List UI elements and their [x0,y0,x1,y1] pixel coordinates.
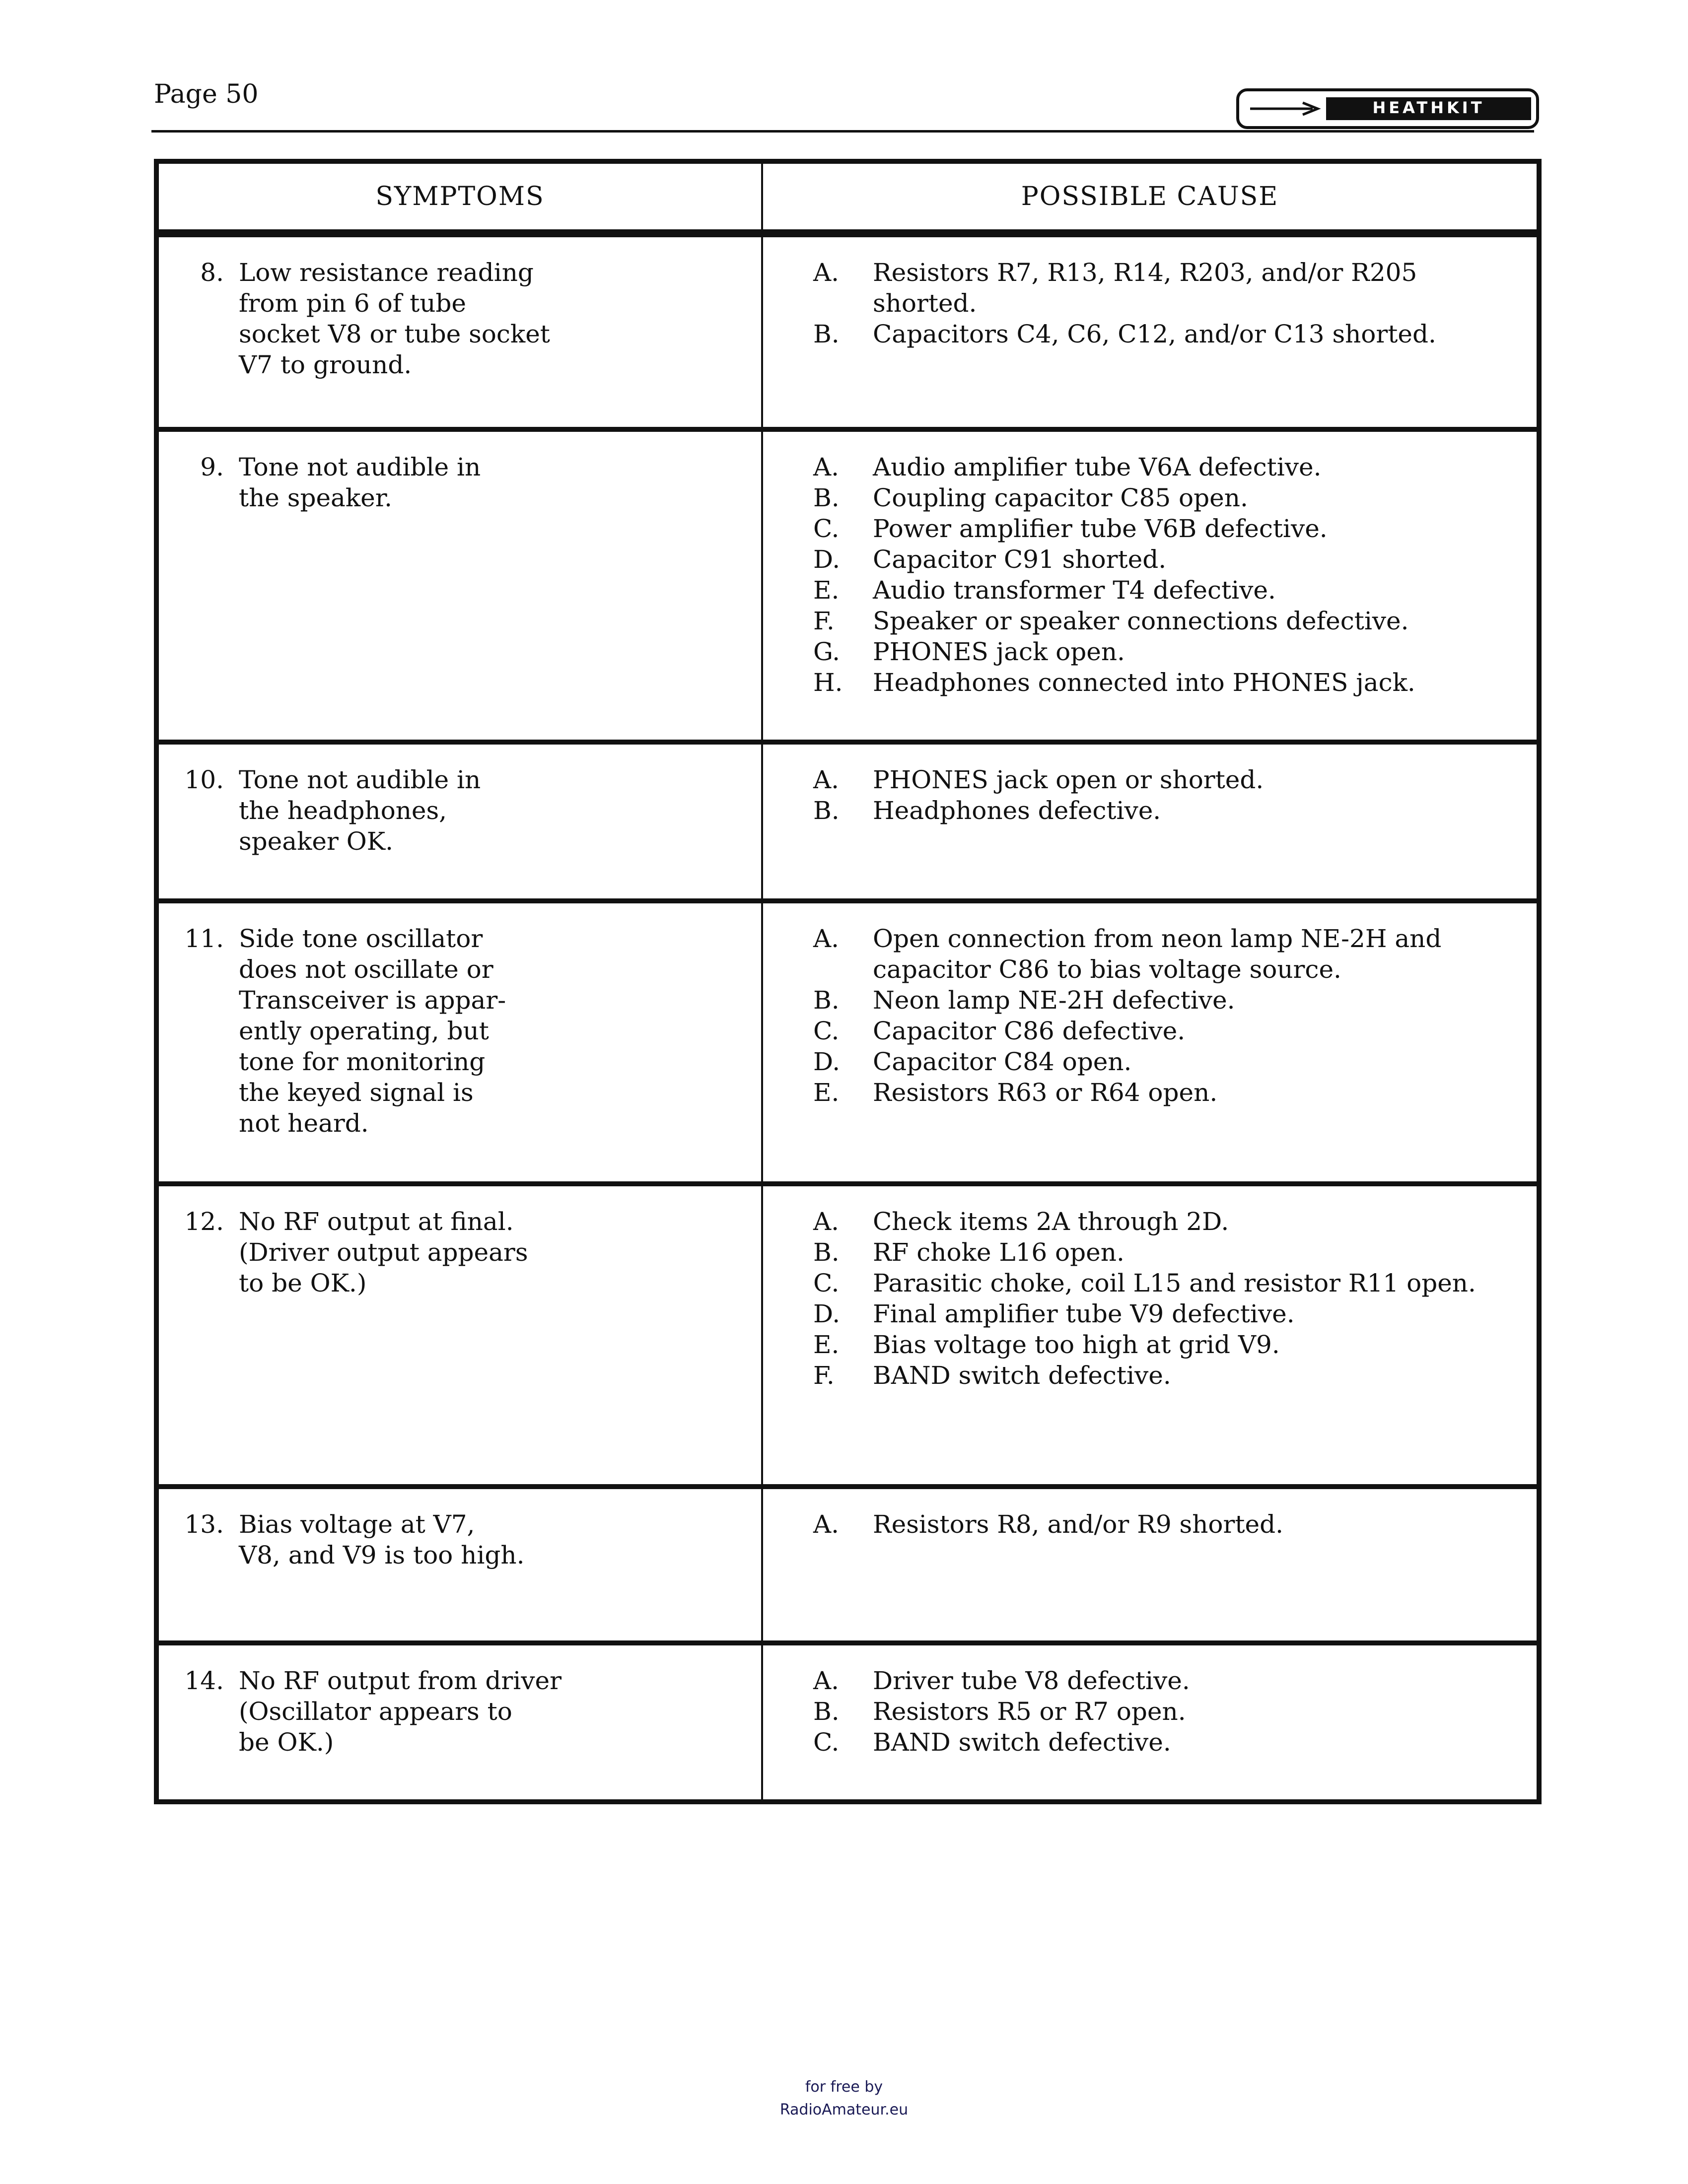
symptom-cell [159,1206,761,1298]
cause-item [813,1509,1516,1540]
cause-text: Parasitic choke, coil L15 and resistor R11 open. [873,1269,1476,1297]
footer-line: for free by [805,2078,883,2096]
cause-item [813,667,1516,698]
cause-item [813,575,1516,606]
cause-text: Power amplifier tube V6B defective. [873,514,1328,543]
cause-letter: F. [813,607,835,635]
symptom-number: 8. [200,258,224,287]
cause-item [813,513,1516,544]
cause-letter: A. [813,258,840,287]
cause-letter: E. [813,1330,840,1359]
cause-text: Coupling capacitor C85 open. [873,483,1248,512]
troubleshooting-table [154,159,1542,1804]
cause-item [813,1329,1516,1360]
symptom-cell [159,1509,761,1570]
cause-item [813,1016,1516,1046]
cause-text: Capacitors C4, C6, C12, and/or C13 shorted. [873,320,1436,348]
cause-text: Bias voltage too high at grid V9. [873,1330,1280,1359]
cause-letter: D. [813,545,841,574]
cause-item [813,636,1516,667]
header-rule [151,130,1534,133]
cause-text: Speaker or speaker connections defective. [873,607,1409,635]
cause-item [813,1360,1516,1391]
table-row [156,1643,1539,1802]
symptom-text: Bias voltage at V7, V8, and V9 is too high. [239,1510,525,1570]
cause-item [813,482,1516,513]
cause-item [813,1046,1516,1077]
cause-text: Capacitor C84 open. [873,1047,1132,1076]
cause-item [813,1298,1516,1329]
heathkit-logo [1236,88,1539,129]
cause-letter: E. [813,1078,840,1107]
symptom-number: 10. [184,765,224,794]
cause-text: Capacitor C91 shorted. [873,545,1167,574]
cause-letter: B. [813,1238,840,1267]
symptom-number: 11. [184,924,224,953]
symptom-text: Tone not audible in the headphones, speaker OK. [239,765,481,856]
cause-list [764,257,1536,349]
cause-item [813,985,1516,1016]
cause-text: RF choke L16 open. [873,1238,1125,1267]
symptoms-header: SYMPTOMS [156,161,762,233]
page-number: Page 50 [154,79,259,109]
cause-item [813,319,1516,349]
cause-list [764,1206,1536,1391]
cause-letter: A. [813,765,840,794]
cause-text: BAND switch defective. [873,1728,1171,1757]
logo-text: HEATHKIT [1372,98,1485,117]
cause-text: Audio transformer T4 defective. [873,576,1276,605]
cause-letter: E. [813,576,840,605]
cause-list [764,452,1536,698]
cause-item [813,606,1516,636]
cause-item [813,1237,1516,1268]
symptom-number: 9. [200,453,224,481]
symptom-cell [159,923,761,1139]
cause-letter: H. [813,668,843,697]
cause-item [813,452,1516,482]
cause-item [813,1696,1516,1727]
symptom-number: 14. [184,1666,224,1695]
cause-text: BAND switch defective. [873,1361,1171,1390]
cause-item [813,923,1516,985]
cause-item [813,1206,1516,1237]
cause-letter: D. [813,1299,841,1328]
cause-item [813,1268,1516,1298]
cause-list [764,1509,1536,1540]
symptom-cell [159,257,761,380]
cause-letter: D. [813,1047,841,1076]
cause-text: PHONES jack open or shorted. [873,765,1264,794]
cause-text: PHONES jack open. [873,637,1125,666]
footer-credit [0,2076,1688,2121]
cause-text: Final amplifier tube V9 defective. [873,1299,1295,1328]
cause-letter: C. [813,1728,840,1757]
cause-letter: C. [813,1269,840,1297]
cause-text: Resistors R5 or R7 open. [873,1697,1186,1726]
cause-letter: A. [813,1510,840,1539]
cause-letter: B. [813,483,840,512]
cause-letter: B. [813,986,840,1015]
symptom-cell [159,764,761,857]
table-row [156,742,1539,901]
symptom-number: 12. [184,1207,224,1236]
cause-text: Check items 2A through 2D. [873,1207,1229,1236]
symptom-text: No RF output from driver (Oscillator appears to be OK.) [239,1666,562,1757]
symptom-text: No RF output at final. (Driver output appears to be OK.) [239,1207,528,1297]
cause-letter: A. [813,1207,840,1236]
cause-item [813,795,1516,826]
symptom-cell [159,452,761,513]
cause-letter: A. [813,1666,840,1695]
symptom-text: Side tone oscillator does not oscillate or Transceiver is appar- ently operating, but tone for monitoring the keyed signal is not heard. [239,924,506,1138]
symptom-number: 13. [184,1510,224,1539]
cause-list [764,764,1536,826]
cause-text: Headphones defective. [873,796,1161,825]
cause-list [764,923,1536,1108]
cause-letter: F. [813,1361,835,1390]
cause-text: Open connection from neon lamp NE-2H and capacitor C86 to bias voltage source. [873,924,1442,984]
symptom-text: Tone not audible in the speaker. [239,453,481,512]
cause-letter: A. [813,453,840,481]
table-row [156,1184,1539,1487]
cause-item [813,544,1516,575]
cause-item [813,257,1516,319]
cause-list [764,1665,1536,1758]
cause-text: Audio amplifier tube V6A defective. [873,453,1322,481]
table-row [156,429,1539,742]
cause-letter: C. [813,514,840,543]
cause-text: Driver tube V8 defective. [873,1666,1190,1695]
cause-letter: B. [813,320,840,348]
cause-letter: B. [813,796,840,825]
cause-text: Capacitor C86 defective. [873,1017,1186,1045]
cause-letter: C. [813,1017,840,1045]
cause-item [813,1727,1516,1758]
arrow-icon [1248,100,1323,117]
cause-letter: G. [813,637,841,666]
table-row [156,1487,1539,1643]
cause-item [813,1077,1516,1108]
cause-letter: B. [813,1697,840,1726]
cause-item [813,1665,1516,1696]
cause-text: Resistors R63 or R64 open. [873,1078,1218,1107]
cause-text: Resistors R7, R13, R14, R203, and/or R205 shorted. [873,258,1417,318]
table-row [156,901,1539,1184]
cause-letter: A. [813,924,840,953]
table-row [156,233,1539,429]
symptom-cell [159,1665,761,1758]
possible-cause-header: POSSIBLE CAUSE [762,161,1539,233]
symptom-text: Low resistance reading from pin 6 of tube socket V8 or tube socket V7 to ground. [239,258,550,379]
footer-site: RadioAmateur.eu [779,2101,909,2118]
cause-text: Resistors R8, and/or R9 shorted. [873,1510,1284,1539]
table-header-row [156,161,1539,233]
cause-item [813,764,1516,795]
logo-bar [1326,97,1531,120]
cause-text: Neon lamp NE-2H defective. [873,986,1235,1015]
cause-text: Headphones connected into PHONES jack. [873,668,1415,697]
